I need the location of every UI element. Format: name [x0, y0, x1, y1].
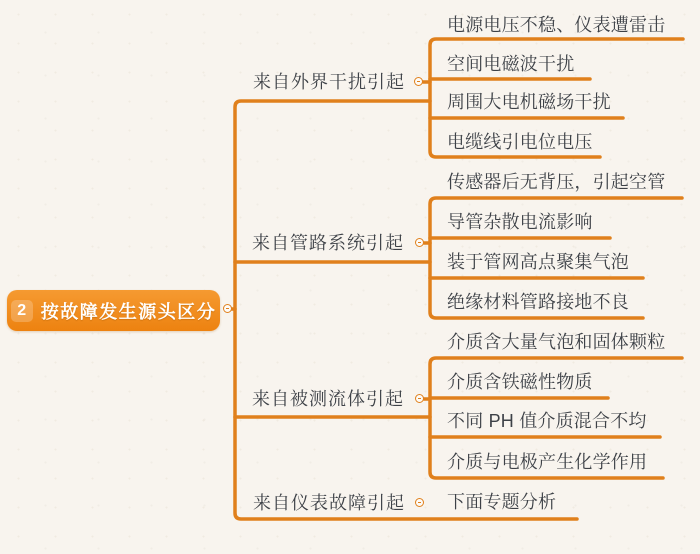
leaf-node[interactable]: 介质含铁磁性物质: [447, 372, 593, 392]
leaf-node[interactable]: 导管杂散电流影响: [447, 212, 593, 232]
leaf-node[interactable]: 介质含大量气泡和固体颗粒: [447, 332, 666, 352]
minus-icon: [418, 242, 421, 243]
minus-icon: [418, 502, 421, 503]
branch4-collapse-toggle[interactable]: [415, 498, 424, 507]
minus-icon: [417, 81, 420, 82]
leaf-node[interactable]: 传感器后无背压，引起空管: [447, 172, 666, 192]
branch-node-external-interference[interactable]: 来自外界干扰引起: [253, 72, 405, 92]
root-number-badge: 2: [11, 300, 33, 322]
leaf-node[interactable]: 下面专题分析: [447, 492, 557, 512]
branch3-collapse-toggle[interactable]: [415, 394, 424, 403]
minus-icon: [418, 398, 421, 399]
root-label: 按故障发生源头区分: [40, 301, 217, 322]
leaf-node[interactable]: 电源电压不稳、仪表遭雷击: [447, 15, 666, 35]
leaf-node[interactable]: 空间电磁波干扰: [447, 54, 575, 74]
leaf-node[interactable]: 不同 PH 值介质混合不均: [447, 411, 647, 431]
leaf-node[interactable]: 周围大电机磁场干扰: [447, 92, 611, 112]
branch-node-measured-fluid[interactable]: 来自被测流体引起: [252, 389, 404, 409]
root-collapse-toggle[interactable]: [223, 304, 232, 313]
leaf-node[interactable]: 介质与电极产生化学作用: [447, 452, 648, 472]
branch-node-instrument-fault[interactable]: 来自仪表故障引起: [253, 493, 405, 513]
leaf-node[interactable]: 装于管网高点聚集气泡: [447, 252, 629, 272]
branch2-collapse-toggle[interactable]: [415, 238, 424, 247]
branch-node-piping-system[interactable]: 来自管路系统引起: [252, 233, 404, 253]
leaf-node[interactable]: 绝缘材料管路接地不良: [447, 292, 629, 312]
minus-icon: [226, 308, 229, 309]
branch1-collapse-toggle[interactable]: [414, 77, 423, 86]
leaf-node[interactable]: 电缆线引电位电压: [447, 132, 593, 152]
root-node[interactable]: [7, 290, 220, 331]
